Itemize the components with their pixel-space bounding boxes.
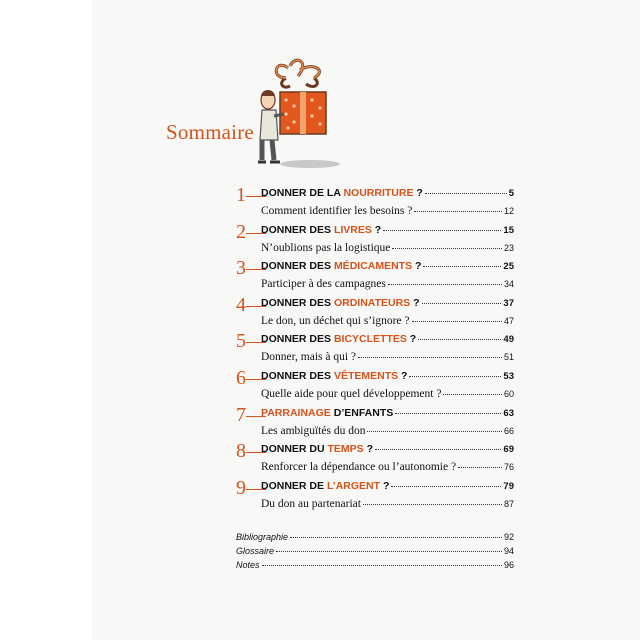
chapter-page-number: 49 [503,334,514,346]
subsection-page-number: 34 [503,279,514,290]
subsection-page-number: 23 [503,242,514,253]
toc-entry[interactable] [236,257,518,294]
chapter-page-number: 25 [503,261,514,273]
back-matter-page-number: 92 [503,532,514,542]
toc-entry[interactable] [236,294,518,331]
chapter-number: 8— [236,440,266,463]
chapter-page-number: 5 [508,188,514,199]
table-of-contents [236,184,518,513]
chapter-number: 6— [236,366,266,389]
chapter-keyword: L’ARGENT [326,479,381,492]
chapter-number: 9— [236,476,266,499]
back-matter-list [236,532,514,574]
subsection-label: Renforcer la dépendance ou l’autonomie ? [261,461,457,474]
back-matter-label: Notes [236,560,260,570]
chapter-title-suffix: D’ENFANTS [330,406,394,419]
dot-leader [443,394,502,395]
chapter-subsection[interactable] [261,205,514,217]
subsection-page-number: 51 [503,352,514,363]
dot-leader [367,431,502,432]
subsection-label: Quelle aide pour quel développement ? [261,387,442,400]
subsection-page-number: 12 [503,206,514,216]
subsection-label: Participer à des campagnes [261,278,386,291]
toc-entry[interactable] [236,221,518,258]
toc-entry[interactable] [236,440,518,477]
subsection-page-number: 47 [503,315,514,326]
chapter-title-suffix: ? [413,187,423,199]
chapter-title-suffix: ? [412,260,422,273]
toc-entry[interactable] [236,330,518,367]
chapter-page-number: 79 [503,480,514,492]
dot-leader [290,537,502,538]
dot-leader [418,339,501,340]
chapter-subsection[interactable] [261,388,514,400]
chapter-number: 4— [236,293,266,316]
chapter-title-prefix: DONNER DE [261,479,327,492]
dot-leader [391,486,501,487]
chapter-heading[interactable] [261,370,514,382]
chapter-page-number: 63 [503,407,514,419]
chapter-title-prefix: DONNER DU [261,443,328,456]
chapter-title-prefix: DONNER DES [261,223,334,236]
dot-leader [363,504,502,505]
chapter-keyword: ORDINATEURS [333,296,411,309]
back-matter-page-number: 96 [503,560,514,570]
chapter-heading[interactable] [261,187,514,199]
toc-entry[interactable] [236,404,518,441]
chapter-keyword: BICYCLETTES [333,333,407,346]
dot-leader [392,248,502,249]
dot-leader [383,230,501,231]
chapter-title-suffix: ? [371,223,382,236]
chapter-keyword: NOURRITURE [343,187,414,199]
toc-entry[interactable] [236,367,518,404]
dot-leader [414,211,502,212]
toc-entry[interactable] [236,477,518,514]
chapter-subsection[interactable] [261,242,514,254]
dot-leader [423,266,501,267]
chapter-title-prefix: DONNER DES [261,296,334,309]
chapter-keyword: PARRAINAGE [261,406,331,419]
chapter-page-number: 69 [503,444,514,456]
chapter-title-suffix: ? [363,443,374,456]
chapter-subsection[interactable] [261,498,514,510]
subsection-label: Du don au partenariat [261,497,361,510]
subsection-page-number: 76 [503,462,514,473]
subsection-label: N’oublions pas la logistique [261,241,391,254]
chapter-subsection[interactable] [261,425,514,437]
back-matter-page-number: 94 [503,546,514,556]
gift-carrier-icon [248,56,340,172]
chapter-title-suffix: ? [410,296,420,309]
chapter-title-prefix: DONNER DES [261,260,334,273]
chapter-keyword: MÉDICAMENTS [333,260,413,273]
dot-leader [358,357,502,358]
dot-leader [395,413,501,414]
chapter-heading[interactable] [261,407,514,419]
chapter-subsection[interactable] [261,461,514,473]
dot-leader [422,303,502,304]
dot-leader [375,449,501,450]
back-matter-label: Glossaire [236,546,275,556]
dot-leader [412,321,502,322]
chapter-keyword: TEMPS [327,443,364,456]
chapter-number: 7— [236,403,266,426]
chapter-heading[interactable] [261,224,514,236]
chapter-title-suffix: ? [380,479,390,492]
chapter-subsection[interactable] [261,278,514,290]
chapter-heading[interactable] [261,260,514,272]
subsection-label: Comment identifier les besoins ? [261,205,413,217]
chapter-title-prefix: DONNER DE LA [261,187,344,199]
subsection-label: Donner, mais à qui ? [261,351,357,364]
chapter-page-number: 15 [503,224,514,236]
chapter-heading[interactable] [261,480,514,492]
chapter-subsection[interactable] [261,351,514,363]
dot-leader [409,376,501,377]
dot-leader [425,193,507,194]
dot-leader [388,284,502,285]
chapter-number: 3— [236,257,266,280]
chapter-number: 2— [236,220,266,243]
dot-leader [262,565,502,566]
chapter-subsection[interactable] [261,315,514,327]
chapter-number: 1— [236,184,266,206]
chapter-heading[interactable] [261,297,514,309]
subsection-page-number: 60 [503,388,514,399]
chapter-title-prefix: DONNER DES [261,333,334,346]
toc-entry[interactable] [236,184,518,221]
chapter-heading[interactable] [261,443,514,455]
chapter-number: 5— [236,330,266,353]
chapter-keyword: LIVRES [333,223,372,236]
back-matter-item[interactable] [236,560,514,574]
chapter-title-suffix: ? [398,369,408,382]
dot-leader [276,551,502,552]
chapter-page-number: 53 [503,370,514,382]
subsection-page-number: 87 [503,498,514,509]
subsection-label: Les ambiguïtés du don [261,424,366,437]
back-matter-item[interactable] [236,546,514,560]
chapter-page-number: 37 [503,297,514,309]
chapter-heading[interactable] [261,333,514,345]
dot-leader [458,467,502,468]
subsection-label: Le don, un déchet qui s’ignore ? [261,314,410,327]
toc-title: Sommaire [166,120,254,144]
chapter-title-suffix: ? [406,333,417,346]
chapter-title-prefix: DONNER DES [261,369,334,382]
chapter-keyword: VÊTEMENTS [333,369,399,382]
subsection-page-number: 66 [503,425,514,436]
back-matter-label: Bibliographie [236,532,289,542]
back-matter-item[interactable] [236,532,514,546]
